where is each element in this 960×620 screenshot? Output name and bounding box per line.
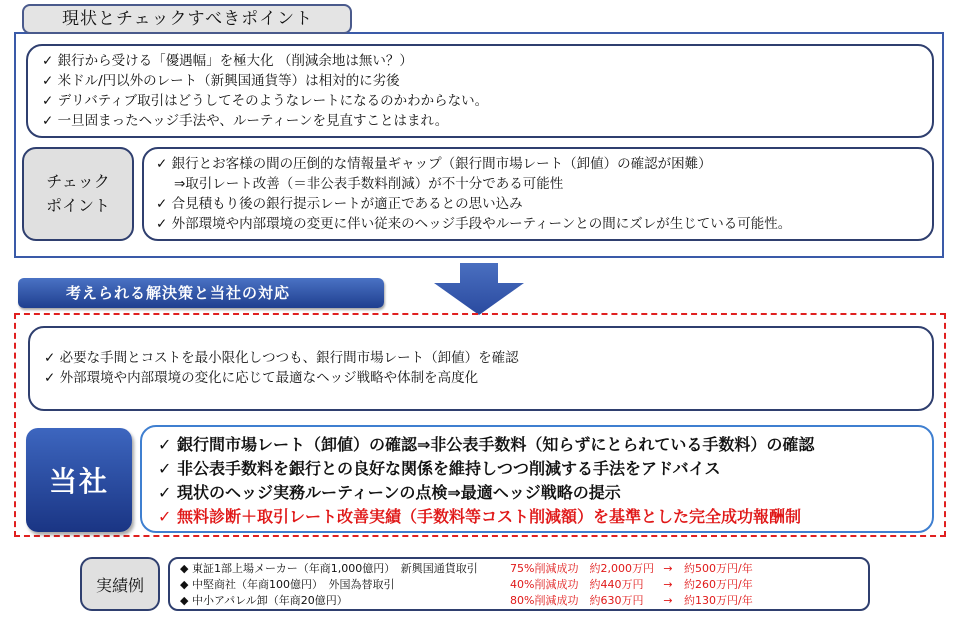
track-record-list [168,557,870,611]
solution-item-2: ✓ 外部環境や内部環境の変化に応じて最適なヘッジ戦略や体制を高度化 [44,370,479,386]
check-item-2: ✓ 合見積もり後の銀行提示レートが適正であるとの思い込み [156,196,523,212]
check-point-list [142,147,934,241]
status-item-3: ✓ デリバティブ取引はどうしてそのようなレートになるのかわからない。 [42,93,489,109]
annual-outcome: 約500万円/年 [684,562,753,575]
company-item-2: ✓ 非公表手数料を銀行との良好な関係を維持しつつ削減する手法をアドバイス [158,459,721,478]
reduction-result: 75%削減成功 約2,000万円 [510,562,654,575]
status-item-2: ✓ 米ドル/円以外のレート（新興国通貨等）は相対的に劣後 [42,73,400,89]
check-item-1-sub: ⇒取引レート改善（＝非公表手数料削減）が不十分である可能性 [174,176,564,192]
track-record-row [180,577,868,593]
client-name: ◆ 東証1部上場メーカー（年商1,000億円） 新興国通貨取引 [180,562,478,575]
check-point-label-line2: ポイント [45,196,110,215]
check-point-label-line1: チェック [46,172,110,191]
company-label: 当社 [26,428,132,532]
track-record-label: 実績例 [80,557,160,611]
arrow-right-icon: → [663,594,673,607]
annual-outcome: 約130万円/年 [684,594,753,607]
check-point-label [22,147,134,241]
track-record-row [180,593,868,609]
arrow-right-icon: → [663,562,673,575]
status-item-4: ✓ 一旦固まったヘッジ手法や、ルーティーンを見直すことはまれ。 [42,113,449,129]
reduction-result: 40%削減成功 約440万円 [510,578,644,591]
company-approach-list [140,425,934,533]
company-item-1: ✓ 銀行間市場レート（卸値）の確認⇒非公表手数料（知らずにとられている手数料）の確認 [158,435,815,454]
solution-list [28,326,934,411]
solution-title: 考えられる解決策と当社の対応 [18,278,384,308]
reduction-result: 80%削減成功 約630万円 [510,594,644,607]
company-item-4: ✓ 無料診断＋取引レート改善実績（手数料等コスト削減額）を基準とした完全成功報酬制 [158,507,801,526]
track-record-row [180,561,868,577]
client-name: ◆ 中小アパレル卸（年商20億円） [180,594,348,607]
arrow-right-icon: → [663,578,673,591]
company-item-3: ✓ 現状のヘッジ実務ルーティーンの点検⇒最適ヘッジ戦略の提示 [158,483,621,502]
client-name: ◆ 中堅商社（年商100億円） 外国為替取引 [180,578,395,591]
down-arrow-icon [434,263,524,315]
current-status-list [26,44,934,138]
check-item-3: ✓ 外部環境や内部環境の変更に伴い従来のヘッジ手段やルーティーンとの間にズレが生じている可能性。 [156,216,792,232]
current-status-title: 現状とチェックすべきポイント [22,4,352,34]
status-item-1: ✓ 銀行から受ける「優遇幅」を極大化 （削減余地は無い？） [42,53,413,69]
solution-item-1: ✓ 必要な手間とコストを最小限化しつつも、銀行間市場レート（卸値）を確認 [44,350,519,366]
check-item-1: ✓ 銀行とお客様の間の圧倒的な情報量ギャップ（銀行間市場レート（卸値）の確認が困難） [156,156,712,172]
annual-outcome: 約260万円/年 [684,578,753,591]
